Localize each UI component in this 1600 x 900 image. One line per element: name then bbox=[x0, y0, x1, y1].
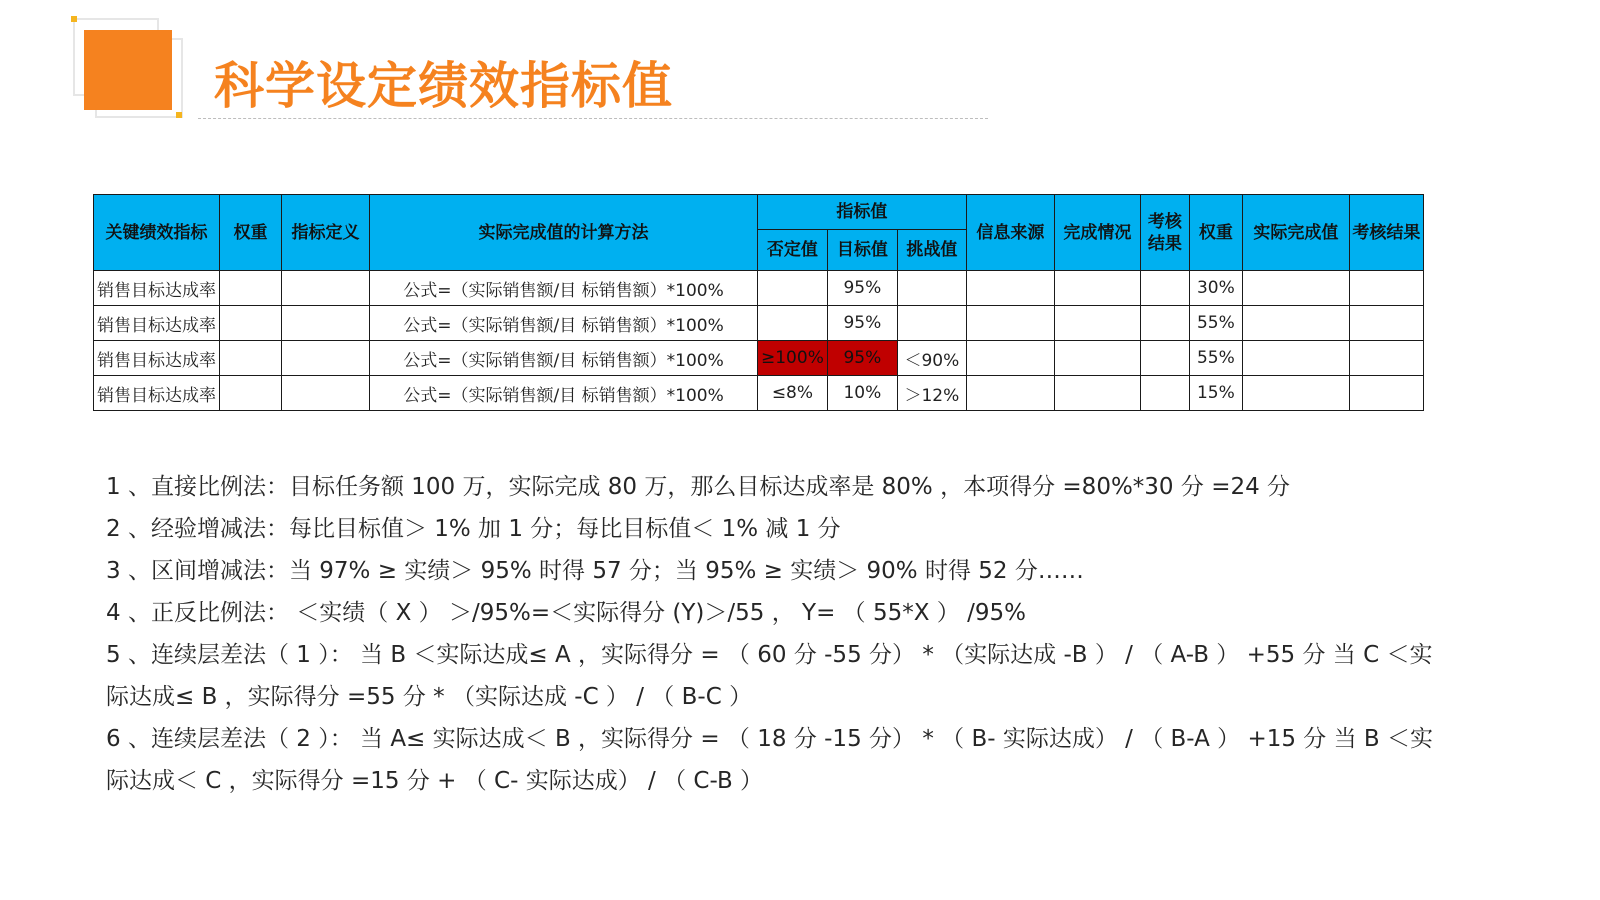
note-item: 1 、直接比例法：目标任务额 100 万，实际完成 80 万，那么目标达成率是 80% ，本项得分 =80%*30 分 =24 分 bbox=[106, 474, 1291, 500]
cell-weight bbox=[220, 271, 282, 306]
table-row bbox=[94, 376, 1424, 411]
cell-kpi: 销售目标达成率 bbox=[94, 376, 220, 411]
cell-definition bbox=[282, 271, 370, 306]
cell-reject: ≤8% bbox=[758, 376, 828, 411]
cell-source bbox=[966, 271, 1054, 306]
header-status: 完成情况 bbox=[1054, 195, 1140, 271]
cell-status bbox=[1054, 341, 1140, 376]
title-divider bbox=[198, 118, 988, 119]
cell-target: 95% bbox=[827, 271, 897, 306]
kpi-table bbox=[93, 194, 1424, 411]
cell-result bbox=[1349, 341, 1423, 376]
table-row bbox=[94, 271, 1424, 306]
cell-weight bbox=[220, 306, 282, 341]
cell-actual bbox=[1242, 376, 1349, 411]
cell-method: 公式=（实际销售额/目 标销售额）*100% bbox=[370, 376, 758, 411]
cell-target: 10% bbox=[827, 376, 897, 411]
header-result-short: 考核结果 bbox=[1140, 195, 1189, 271]
header-kpi: 关键绩效指标 bbox=[94, 195, 220, 271]
cell-kpi: 销售目标达成率 bbox=[94, 271, 220, 306]
table-row bbox=[94, 306, 1424, 341]
cell-reject-highlight: ≥100% bbox=[758, 341, 828, 376]
cell-kpi: 销售目标达成率 bbox=[94, 306, 220, 341]
cell-source bbox=[966, 306, 1054, 341]
cell-target-highlight: 95% bbox=[827, 341, 897, 376]
note-item: 3 、区间增减法：当 97% ≥ 实绩＞ 95% 时得 57 分；当 95% ≥ 实绩＞ 90% 时得 52 分…… bbox=[106, 558, 1084, 584]
cell-result bbox=[1349, 271, 1423, 306]
cell-weight bbox=[220, 341, 282, 376]
cell-actual bbox=[1242, 271, 1349, 306]
cell-method: 公式=（实际销售额/目 标销售额）*100% bbox=[370, 341, 758, 376]
cell-result bbox=[1349, 306, 1423, 341]
cell-result bbox=[1349, 376, 1423, 411]
cell-method: 公式=（实际销售额/目 标销售额）*100% bbox=[370, 306, 758, 341]
note-item: 6 、连续层差法（ 2 ）： 当 A≤ 实际达成＜ B ，实际得分 = （ 18 分 -15 分） * （ B- 实际达成） / （ B-A ） +15 分 当 B ＜实际达成＜ C ，实际得分 =15 分 + （ C- 实际达成） / （ C-B ） bbox=[106, 726, 1434, 794]
cell-actual bbox=[1242, 306, 1349, 341]
table-row bbox=[94, 341, 1424, 376]
cell-definition bbox=[282, 306, 370, 341]
page-title: 科学设定绩效指标值 bbox=[214, 57, 673, 115]
header-challenge: 挑战值 bbox=[897, 230, 966, 271]
header-weight: 权重 bbox=[220, 195, 282, 271]
cell-actual bbox=[1242, 341, 1349, 376]
cell-result-short bbox=[1140, 376, 1189, 411]
header-method: 实际完成值的计算方法 bbox=[370, 195, 758, 271]
header-source: 信息来源 bbox=[966, 195, 1054, 271]
cell-challenge bbox=[897, 271, 966, 306]
cell-challenge bbox=[897, 306, 966, 341]
header-result: 考核结果 bbox=[1349, 195, 1423, 271]
cell-weight-2: 55% bbox=[1189, 341, 1242, 376]
cell-weight-2: 15% bbox=[1189, 376, 1242, 411]
cell-definition bbox=[282, 376, 370, 411]
header-target-group: 指标值 bbox=[758, 195, 967, 230]
note-item: 4 、正反比例法： ＜实绩（ X ） ＞/95%=＜实际得分 (Y)＞/55 ， Y= （ 55*X ） /95% bbox=[106, 600, 1026, 626]
cell-status bbox=[1054, 306, 1140, 341]
cell-weight bbox=[220, 376, 282, 411]
cell-reject bbox=[758, 271, 828, 306]
title-decoration-dot bbox=[176, 112, 182, 118]
cell-status bbox=[1054, 271, 1140, 306]
header-definition: 指标定义 bbox=[282, 195, 370, 271]
cell-result-short bbox=[1140, 341, 1189, 376]
note-item: 5 、连续层差法（ 1 ）： 当 B ＜实际达成≤ A ，实际得分 = （ 60 分 -55 分） * （实际达成 -B ） / （ A-B ） +55 分 当 C ＜实际达成≤ B ，实际得分 =55 分 * （实际达成 -C ） / （ B-C ） bbox=[106, 642, 1433, 710]
title-decoration-square bbox=[84, 30, 172, 110]
header-reject: 否定值 bbox=[758, 230, 828, 271]
header-weight-2: 权重 bbox=[1189, 195, 1242, 271]
cell-definition bbox=[282, 341, 370, 376]
scoring-methods-notes bbox=[106, 466, 1446, 802]
note-item: 2 、经验增减法：每比目标值＞ 1% 加 1 分；每比目标值＜ 1% 减 1 分 bbox=[106, 516, 841, 542]
cell-source bbox=[966, 341, 1054, 376]
cell-status bbox=[1054, 376, 1140, 411]
cell-challenge: ＞12% bbox=[897, 376, 966, 411]
cell-target: 95% bbox=[827, 306, 897, 341]
cell-weight-2: 55% bbox=[1189, 306, 1242, 341]
cell-source bbox=[966, 376, 1054, 411]
cell-weight-2: 30% bbox=[1189, 271, 1242, 306]
header-target: 目标值 bbox=[827, 230, 897, 271]
cell-method: 公式=（实际销售额/目 标销售额）*100% bbox=[370, 271, 758, 306]
title-decoration-dot bbox=[71, 16, 77, 22]
cell-kpi: 销售目标达成率 bbox=[94, 341, 220, 376]
cell-challenge: ＜90% bbox=[897, 341, 966, 376]
cell-reject bbox=[758, 306, 828, 341]
cell-result-short bbox=[1140, 271, 1189, 306]
header-actual: 实际完成值 bbox=[1242, 195, 1349, 271]
cell-result-short bbox=[1140, 306, 1189, 341]
